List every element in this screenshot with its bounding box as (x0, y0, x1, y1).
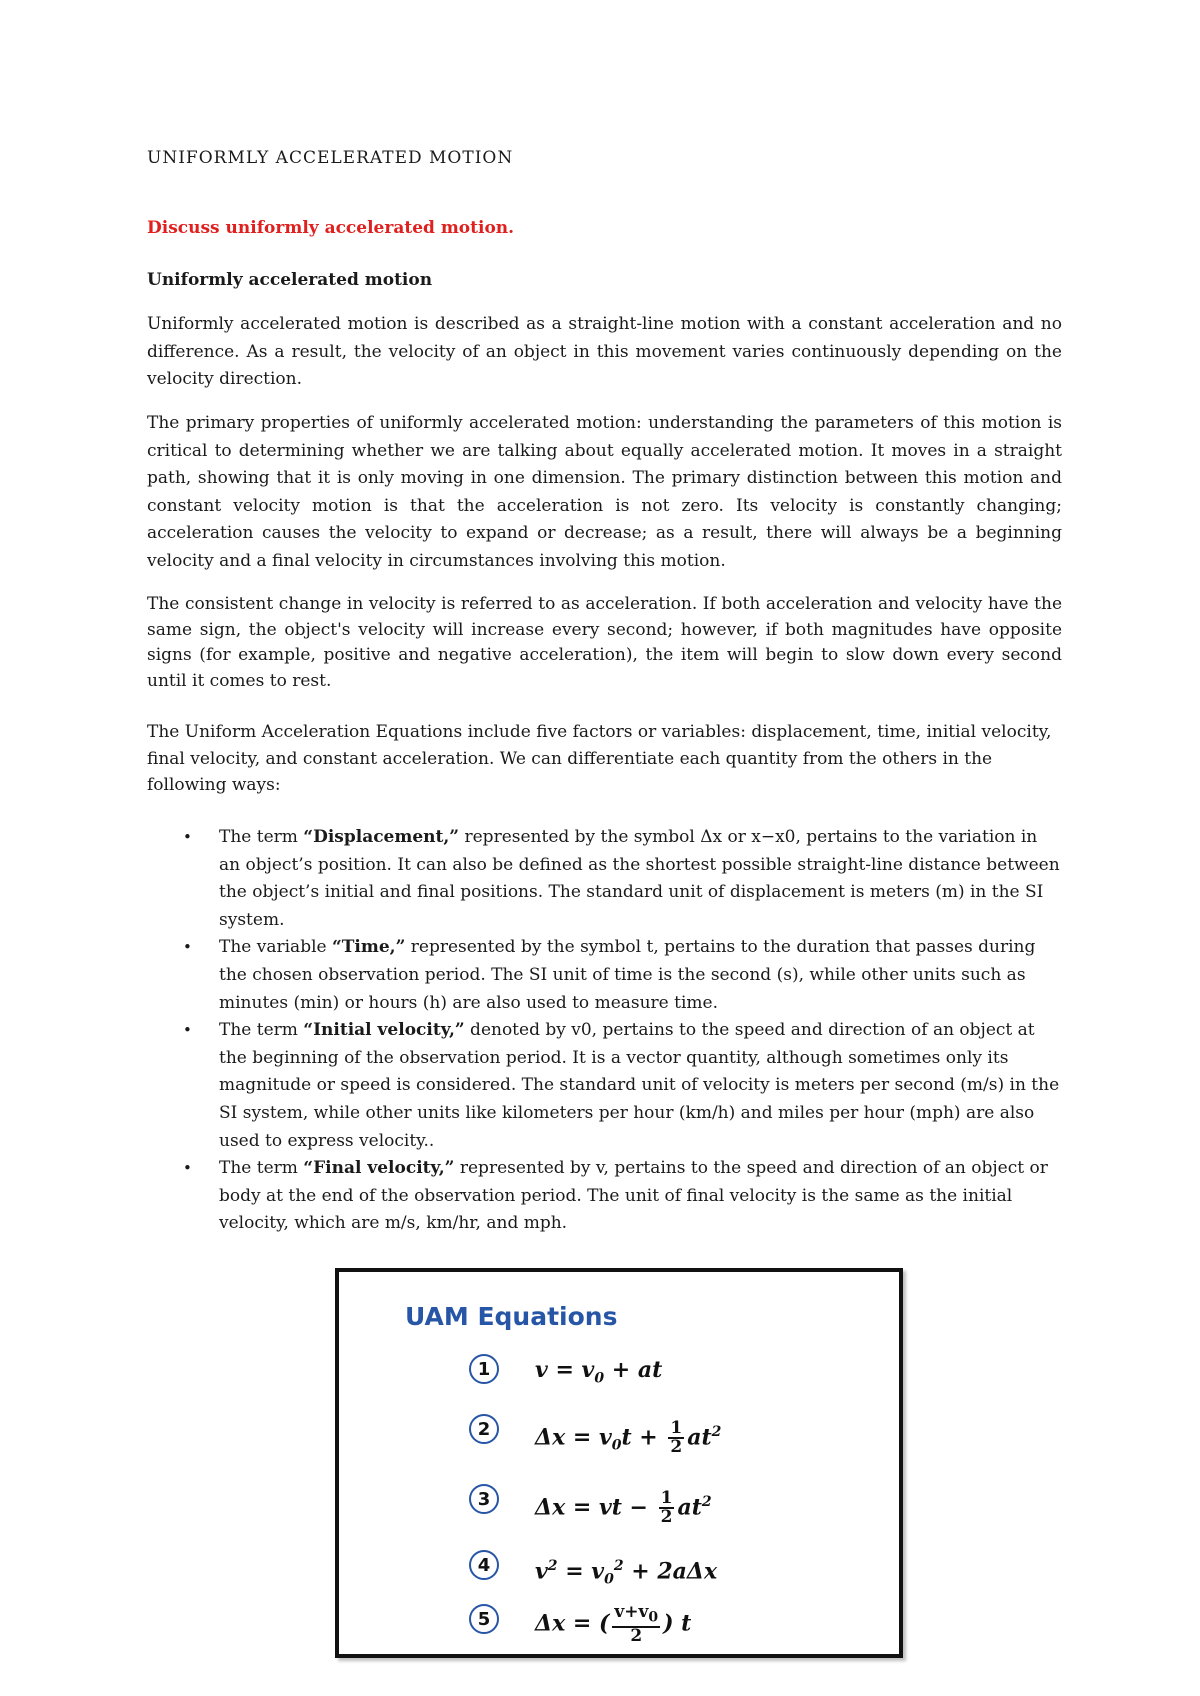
bullet-icon: • (183, 828, 192, 846)
paragraph-properties: The primary properties of uniformly accelerated motion: understanding the parameters of this motion is critical to determining whether we are talking about equally accelerated motion. It moves in a straight path, showing that it is only moving in one dimension. The primary distinction between this motion and constant velocity motion is that the acceleration is not zero. Its velocity is constantly changing; acceleration causes the velocity to expand or decrease; as a result, there will always be a beginning velocity and a final velocity in circumstances involving this motion. (147, 413, 1062, 571)
equations-title: UAM Equations (405, 1302, 618, 1331)
equation-number-badge: 3 (469, 1484, 499, 1514)
list-item-term: “Time,” (331, 937, 406, 958)
question-heading: Discuss uniformly accelerated motion. (147, 218, 515, 238)
list-item (147, 1155, 1062, 1238)
equation-formula: Δx = ( $\frac{v+v_0}{2}$ ) t (535, 1602, 692, 1647)
document-title: UNIFORMLY ACCELERATED MOTION (147, 148, 514, 168)
equation-number-badge: 4 (469, 1550, 499, 1580)
bullet-icon: • (183, 1021, 192, 1040)
equation-formula: $\Delta x = v_0t$ + $\frac{1}{2}$ $at^2$ (535, 1418, 722, 1458)
equation-row (469, 1484, 849, 1528)
equation-row (469, 1602, 849, 1647)
list-item-after: denoted by v0, pertains to the speed and direction of an object at the beginning of the observation period. It is a vector quantity, although sometimes only its magnitude or speed is considered. The standard unit of velocity is meters per second (m/s) in the SI system, while other units like kilometers per hour (km/h) and miles per hour (mph) are also used to express velocity.. (219, 1020, 1060, 1151)
equation-row (469, 1414, 849, 1458)
list-item (147, 1017, 1062, 1155)
paragraph-equations-intro: The Uniform Acceleration Equations include five factors or variables: displacement, time, initial velocity, final velocity, and constant acceleration. We can differentiate each quantity from the others in the following ways: (147, 722, 1052, 795)
equation-number-badge: 2 (469, 1414, 499, 1444)
list-item-term: “Final velocity,” (303, 1158, 455, 1179)
list-item (147, 824, 1062, 934)
equation-formula: $v^2 = v_0^2 + 2a\Delta x$ (535, 1558, 718, 1588)
variables-list (147, 824, 1062, 1238)
list-item-before: The term (219, 1158, 304, 1179)
list-item (147, 934, 1062, 1017)
list-item-after: represented by v, pertains to the speed and direction of an object or body at the end of the observation period. The unit of final velocity is the same as the initial velocity, which are m/s, km/hr, and mph. (219, 1158, 1048, 1234)
paragraph-definition: Uniformly accelerated motion is described as a straight-line motion with a constant acceleration and no difference. As a result, the velocity of an object in this movement varies continuously depending on the velocity direction. (147, 314, 1062, 389)
equation-number-badge: 1 (469, 1354, 499, 1384)
list-item-before: The term (219, 827, 304, 847)
equation-row (469, 1354, 849, 1394)
paragraph-acceleration: The consistent change in velocity is referred to as acceleration. If both acceleration and velocity have the same sign, the object's velocity will increase every second; however, if both magnitudes have opposite signs (for example, positive and negative acceleration), the item will begin to slow down every second until it comes to rest. (147, 594, 1062, 691)
list-item-after: represented by the symbol Δx or x−x0, pertains to the variation in an object’s position. It can also be defined as the shortest possible straight-line distance between the object’s initial and final positions. The standard unit of displacement is meters (m) in the SI system. (219, 827, 1060, 930)
bullet-icon: • (183, 1159, 192, 1178)
list-item-before: The term (219, 1020, 304, 1041)
uam-equations-figure (335, 1268, 903, 1658)
equation-number-badge: 5 (469, 1604, 499, 1634)
bullet-icon: • (183, 938, 192, 957)
list-item-before: The variable (219, 937, 332, 958)
list-item-after: represented by the symbol t, pertains to the duration that passes during the chosen observation period. The SI unit of time is the second (s), while other units such as minutes (min) or hours (h) are also used to measure time. (219, 937, 1036, 1013)
equation-formula: $v = v_0$ + at (535, 1357, 663, 1387)
list-item-term: “Displacement,” (303, 827, 460, 847)
equation-row (469, 1550, 849, 1590)
section-subheading: Uniformly accelerated motion (147, 270, 433, 290)
equation-formula: Δx = vt − $\frac{1}{2}$ $at^2$ (535, 1488, 712, 1528)
list-item-term: “Initial velocity,” (303, 1020, 465, 1041)
